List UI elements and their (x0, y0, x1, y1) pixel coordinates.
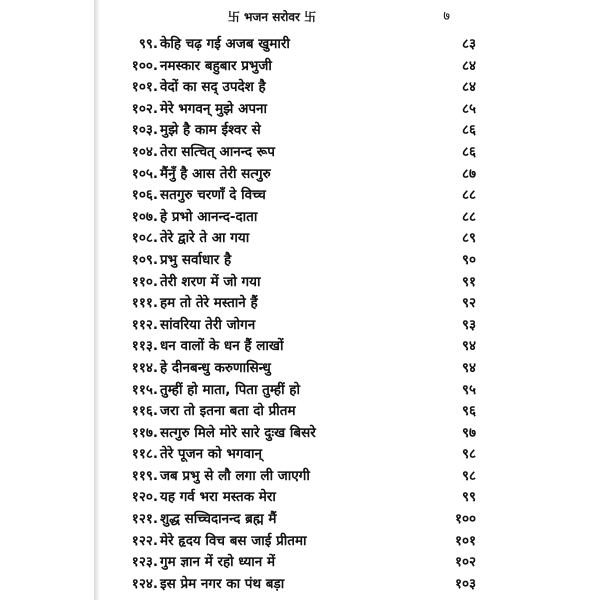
entry-title: हम तो तेरे मस्ताने हैं (160, 295, 258, 312)
entry-page-number: ९३ (461, 316, 476, 333)
entry-number: १२४. (131, 575, 158, 592)
table-of-contents (100, 34, 500, 595)
entry-number: १०५. (131, 165, 158, 182)
entry-page-number: ९६ (461, 403, 476, 420)
entry-page-number: ८८ (461, 208, 476, 225)
toc-entry (100, 142, 500, 164)
entry-title: नमस्कार बहुबार प्रभुजी (160, 57, 272, 74)
toc-entry (100, 185, 500, 207)
entry-page-number: १०० (454, 511, 476, 528)
entry-title: जब प्रभु से लौ लगा ली जाएगी (160, 467, 310, 484)
entry-title: प्रभु सर्वाधार है (160, 251, 232, 268)
entry-number: ११८. (131, 446, 158, 463)
toc-entry (100, 228, 500, 250)
entry-page-number: १०२ (454, 554, 476, 571)
toc-entry (100, 358, 500, 380)
entry-number: १०८. (131, 230, 158, 247)
toc-entry (100, 315, 500, 337)
entry-number: ११६. (131, 403, 158, 420)
entry-title: केहि चढ़ गई अजब खुमारी (160, 36, 290, 52)
entry-title: गुम ज्ञान में रहो ध्यान में (160, 554, 276, 571)
entry-page-number: ९० (461, 251, 476, 268)
toc-entry (100, 77, 500, 99)
entry-title: तेरी शरण में जो गया (160, 273, 261, 290)
entry-number: ११२. (131, 316, 158, 333)
book-page (100, 0, 500, 600)
entry-number: ११४. (131, 359, 158, 376)
entry-number: ११९. (131, 467, 158, 484)
entry-page-number: ९५ (461, 381, 476, 398)
entry-title: सतगुरु चरणाँ दे विच्च (160, 187, 266, 204)
toc-entry (100, 272, 500, 294)
entry-title: हे प्रभो आनन्द-दाता (160, 208, 258, 225)
entry-page-number: ९२ (461, 295, 476, 312)
entry-title: तेरा सत्चित् आनन्द रूप (160, 143, 275, 160)
entry-number: १२१. (131, 511, 158, 528)
entry-number: १०७. (131, 208, 158, 225)
entry-page-number: ८८ (461, 187, 476, 204)
entry-title: मेरे हृदय विच बस जाई प्रीतमा (160, 532, 307, 549)
toc-entry (100, 574, 500, 596)
entry-title: तुम्हीं हो माता, पिता तुम्हीं हो (160, 381, 300, 398)
entry-title: तेरे द्वारे ते आ गया (160, 230, 250, 247)
entry-title: मेरे भगवन् मुझे अपना (160, 100, 268, 117)
entry-page-number: ९१ (461, 273, 476, 290)
entry-title: मैंनुँ है आस तेरी सत्गुरु (160, 165, 271, 182)
toc-entry (100, 336, 500, 358)
page-number: ७ (443, 9, 450, 24)
entry-number: १०९. (131, 251, 158, 268)
entry-number: ११५. (131, 381, 158, 398)
entry-title: शुद्ध सच्चिदानन्द ब्रह्म मैं (160, 511, 277, 528)
entry-title: तेरे पूजन को भगवान् (160, 446, 262, 463)
toc-entry (100, 466, 500, 488)
entry-page-number: ८७ (461, 165, 476, 182)
entry-page-number: ८३ (461, 36, 476, 52)
toc-entry (100, 423, 500, 445)
entry-page-number: ८६ (461, 122, 476, 139)
toc-entry (100, 56, 500, 78)
entry-page-number: ९९ (461, 489, 476, 506)
running-title: 卐 भजन सरोवर 卐 (227, 10, 317, 24)
entry-page-number: ८९ (461, 230, 476, 247)
entry-page-number: १०१ (454, 532, 476, 549)
entry-title: यह गर्व भरा मस्तक मेरा (160, 489, 276, 506)
entry-title: सत्गुरु मिले मोरे सारे दुःख बिसरे (160, 424, 316, 441)
page-header (100, 8, 500, 28)
toc-entry (100, 509, 500, 531)
toc-entry (100, 401, 500, 423)
entry-number: १२३. (131, 554, 158, 571)
toc-entry (100, 487, 500, 509)
entry-title: मुझे है काम ईश्वर से (160, 122, 261, 139)
entry-number: १०६. (131, 187, 158, 204)
toc-entry (100, 99, 500, 121)
entry-title: वेदों का सद् उपदेश है (160, 79, 266, 96)
entry-page-number: ८६ (461, 143, 476, 160)
entry-page-number: ९४ (461, 338, 476, 355)
entry-number: १२२. (131, 532, 158, 549)
entry-title: जरा तो इतना बता दो प्रीतम (160, 403, 296, 420)
toc-entry (100, 380, 500, 402)
entry-page-number: ९४ (461, 359, 476, 376)
entry-page-number: १०३ (454, 575, 476, 592)
toc-entry (100, 531, 500, 553)
entry-title: इस प्रेम नगर का पंथ बड़ा (160, 575, 285, 592)
entry-number: ११३. (131, 338, 158, 355)
entry-page-number: ९८ (461, 446, 476, 463)
toc-entry (100, 207, 500, 229)
entry-page-number: ८४ (461, 79, 476, 96)
toc-entry (100, 293, 500, 315)
entry-number: १११. (131, 295, 158, 312)
entry-number: १२०. (131, 489, 158, 506)
toc-entry (100, 164, 500, 186)
toc-entry (100, 34, 500, 56)
toc-entry (100, 444, 500, 466)
toc-entry (100, 120, 500, 142)
entry-number: १०१. (131, 79, 158, 96)
entry-title: सांवरिया तेरी जोगन (160, 316, 256, 333)
entry-page-number: ९८ (461, 467, 476, 484)
toc-entry (100, 552, 500, 574)
entry-title: हे दीनबन्धु करुणासिन्धु (160, 359, 271, 376)
entry-number: ११०. (131, 273, 158, 290)
entry-page-number: ८५ (461, 100, 476, 117)
entry-number: १०४. (131, 143, 158, 160)
toc-entry (100, 250, 500, 272)
entry-title: धन वालों के धन हैं लाखों (160, 338, 284, 355)
entry-number: १०३. (131, 122, 158, 139)
entry-number: १०२. (131, 100, 158, 117)
entry-number: १००. (131, 57, 158, 74)
entry-number: ११७. (131, 424, 158, 441)
entry-number: ९९. (138, 36, 158, 52)
entry-page-number: ८४ (461, 57, 476, 74)
entry-page-number: ९७ (461, 424, 476, 441)
